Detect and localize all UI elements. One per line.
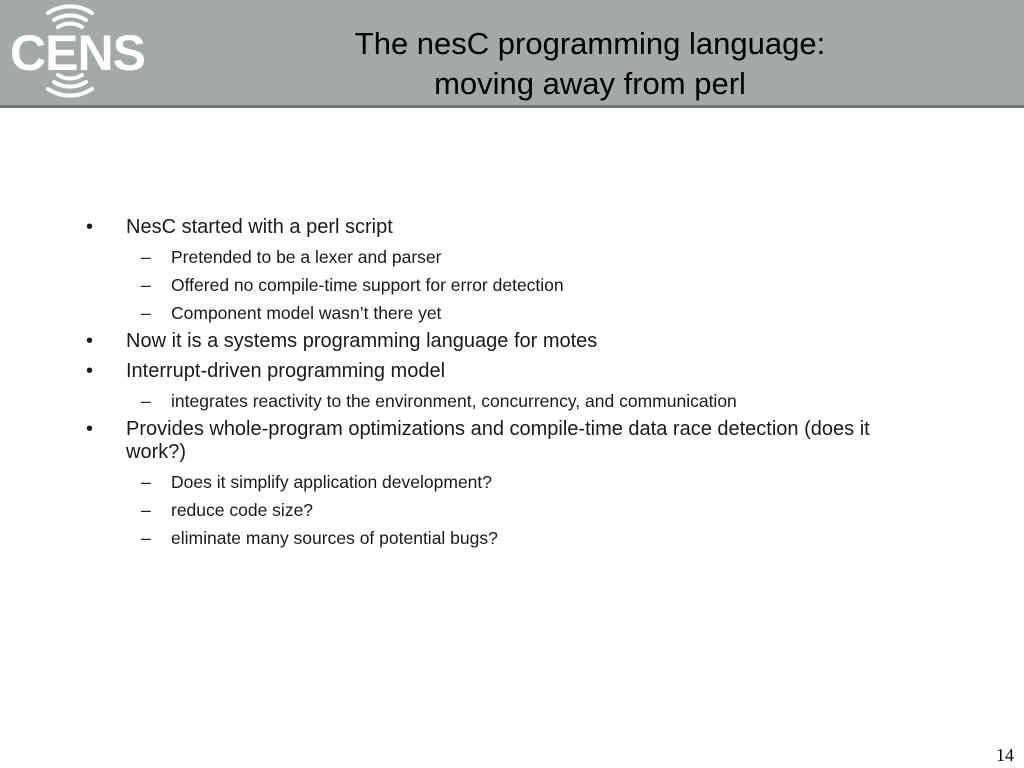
logo-text: CENS <box>10 25 145 81</box>
bullet-item <box>86 216 926 239</box>
sub-bullet-text: eliminate many sources of potential bugs? <box>171 528 498 548</box>
bullet-dot: • <box>86 418 94 440</box>
bullet-dash: – <box>141 472 151 492</box>
bullet-text: Interrupt-driven programming model <box>126 360 446 382</box>
bullet-dash: – <box>141 303 151 323</box>
bullet-item <box>86 330 926 353</box>
bullet-item <box>86 418 926 464</box>
sub-bullet-text: Does it simplify application development? <box>171 472 492 492</box>
sub-bullet-item <box>86 528 926 548</box>
bullet-dash: – <box>141 528 151 548</box>
page-number: 14 <box>996 745 1014 765</box>
sub-bullet-text: reduce code size? <box>171 500 314 520</box>
sub-bullet-text: Offered no compile-time support for error detection <box>171 275 564 295</box>
slide-header <box>0 0 1024 108</box>
bullet-dot: • <box>86 216 94 238</box>
bullet-text: Provides whole-program optimizations and compile-time data race detection (does it work?) <box>126 418 870 463</box>
sub-bullet-item <box>86 247 926 267</box>
bullet-dash: – <box>141 391 151 411</box>
sub-bullet-item <box>86 391 926 411</box>
bullet-list <box>86 216 926 548</box>
sub-bullet-item <box>86 472 926 492</box>
title-line-2: moving away from perl <box>434 66 746 101</box>
bullet-dash: – <box>141 275 151 295</box>
slide-title <box>250 24 930 104</box>
sub-bullet-item <box>86 275 926 295</box>
bullet-item <box>86 360 926 383</box>
sub-bullet-text: Component model wasn’t there yet <box>171 303 442 323</box>
cens-logo-icon <box>8 4 160 100</box>
bullet-dash: – <box>141 247 151 267</box>
title-line-1: The nesC programming language: <box>354 26 826 61</box>
sub-bullet-item <box>86 500 926 520</box>
bullet-dot: • <box>86 330 94 352</box>
bullet-text: Now it is a systems programming language for motes <box>126 330 598 352</box>
sub-bullet-item <box>86 303 926 323</box>
sub-bullet-text: integrates reactivity to the environment, concurrency, and communication <box>171 391 737 411</box>
bullet-dot: • <box>86 360 94 382</box>
bullet-text: NesC started with a perl script <box>126 216 393 238</box>
sub-bullet-text: Pretended to be a lexer and parser <box>171 247 442 267</box>
bullet-dash: – <box>141 500 151 520</box>
